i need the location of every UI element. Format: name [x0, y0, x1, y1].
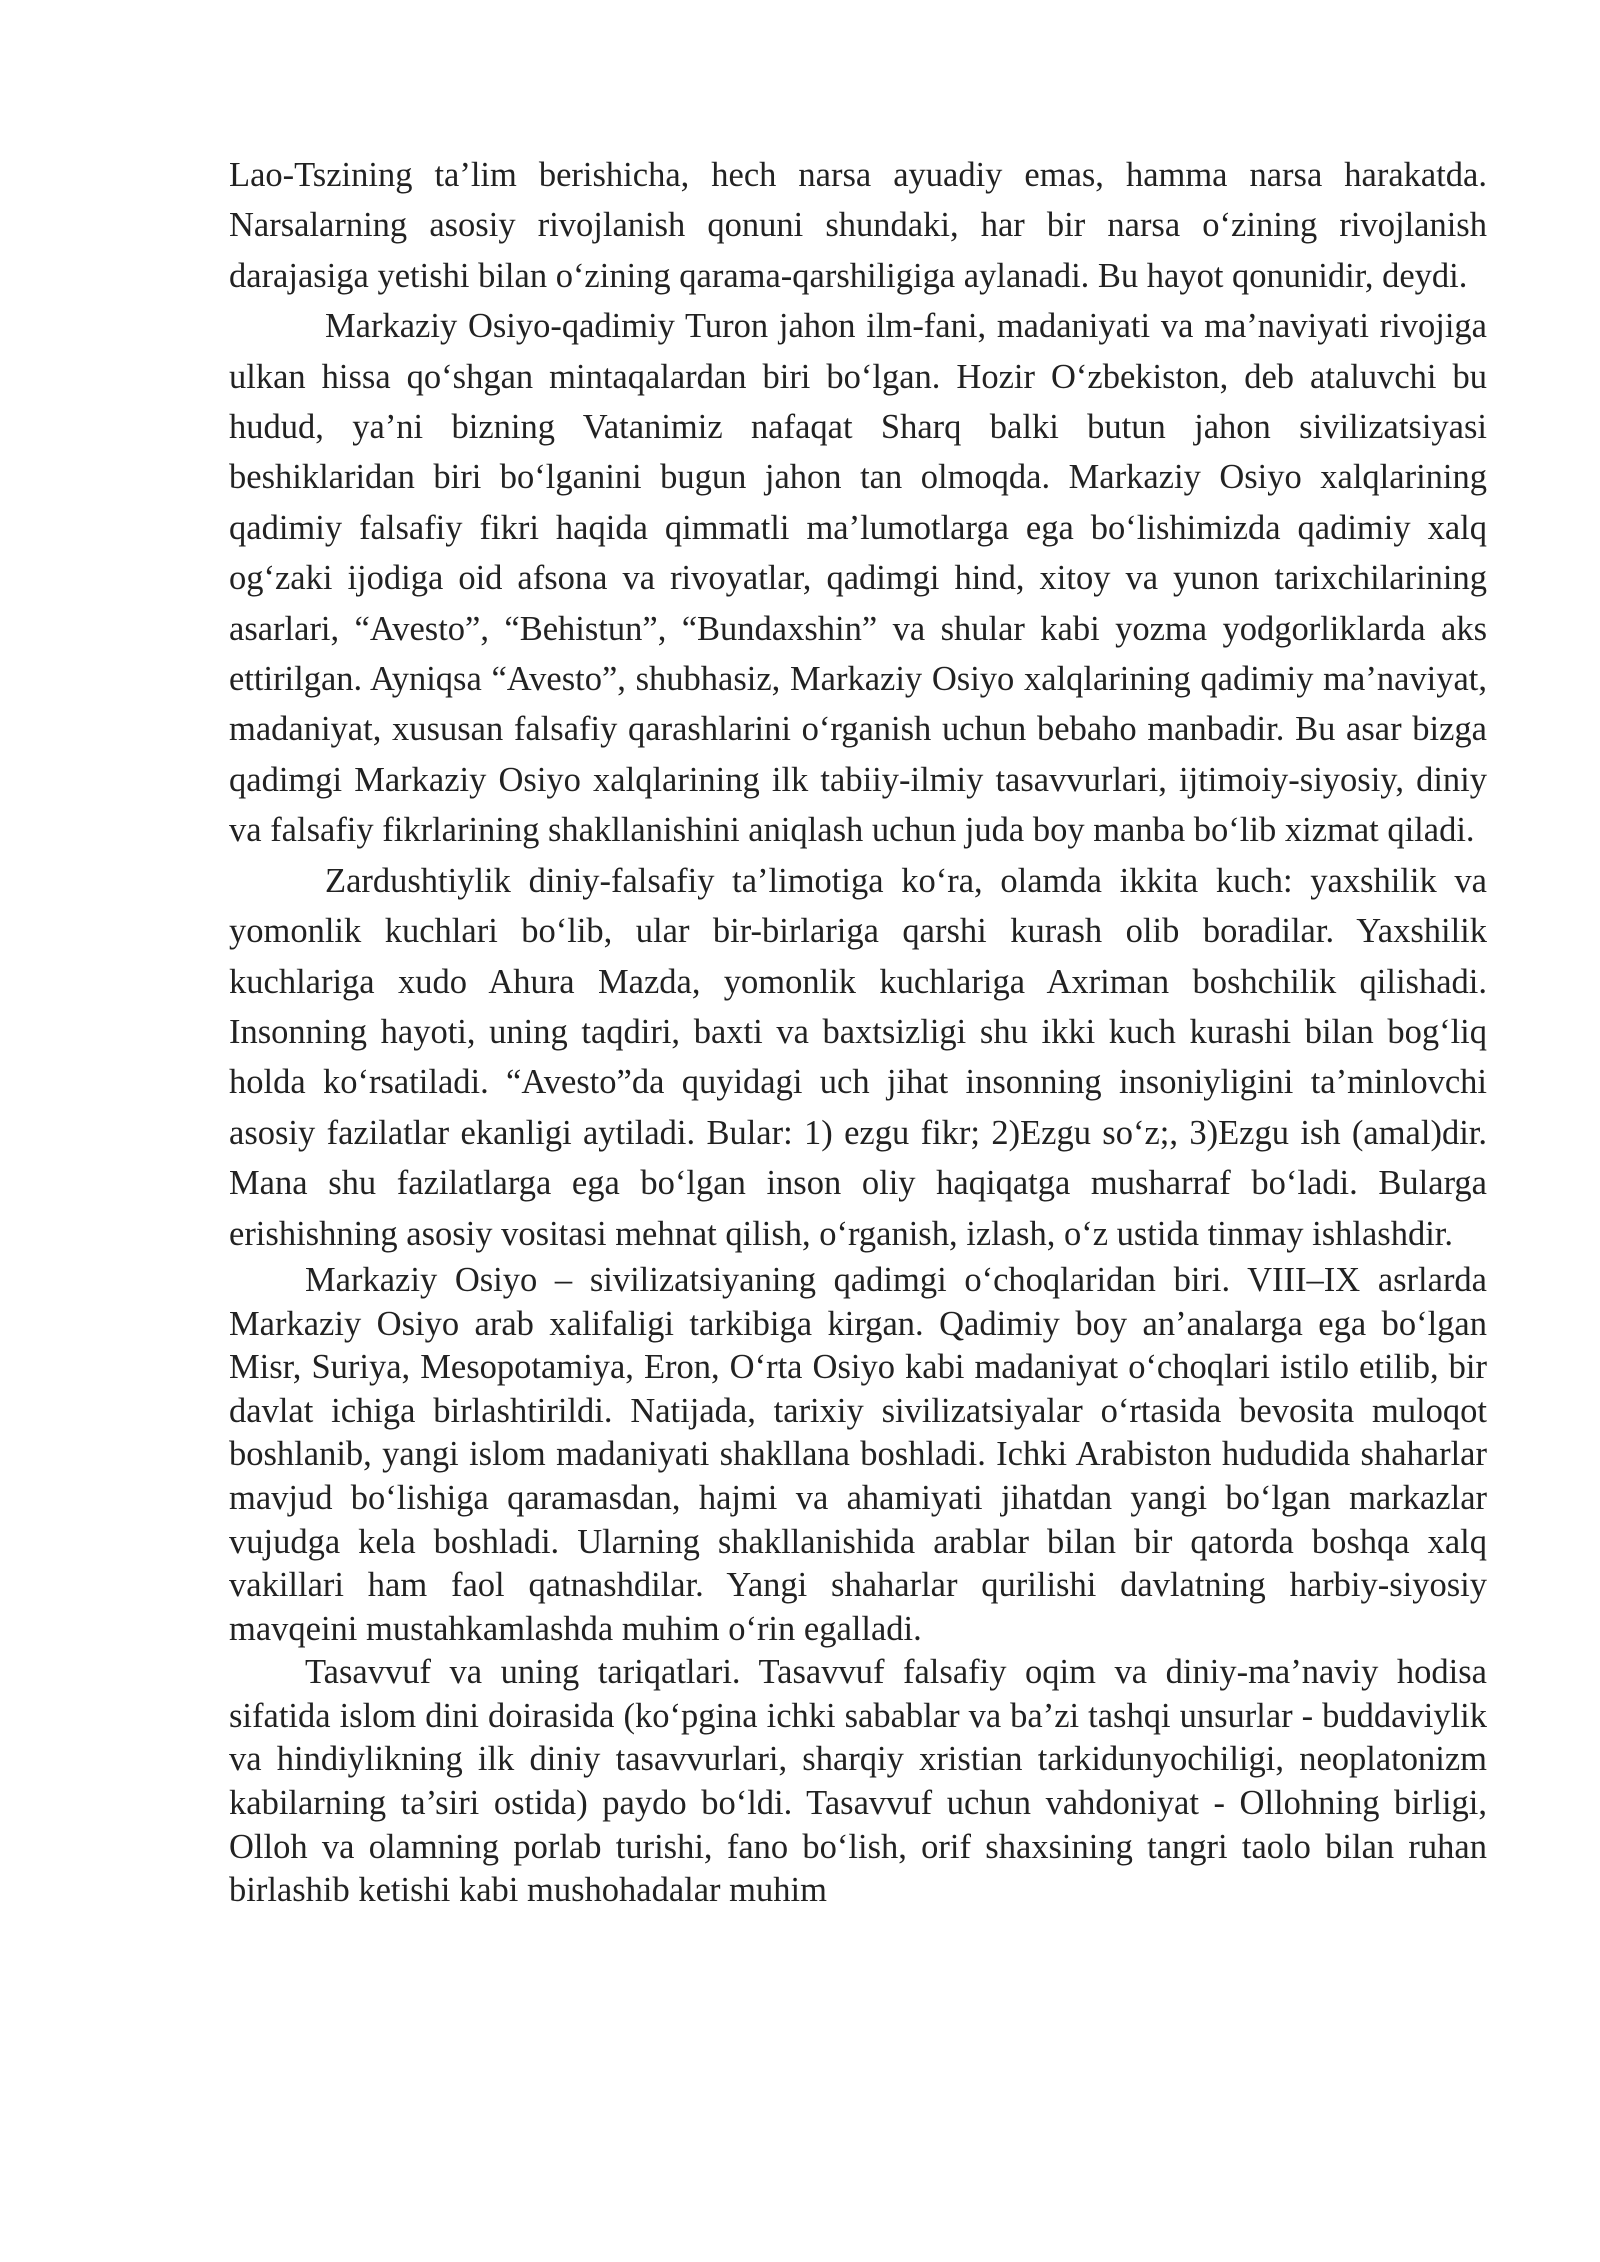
paragraph-sufism: Tasavvuf va uning tariqatlari. Tasavvuf falsafiy oqim va diniy-ma’naviy hodisa sifatida islom dini doirasida (ko‘pgina ichki sabablar va ba’zi tashqi unsurlar - buddaviylik va hindiylikning ilk diniy tasavvurlari, sharqiy xristian tarkidunyochiligi, neoplatonizm kabilarning ta’siri ostida) paydo bo‘ldi. Tasavvuf uchun vahdoniyat - Ollohning birligi, Olloh va olamning porlab turishi, fano bo‘lish, orif shaxsining tangri taolo bilan ruhan birlashib ketishi kabi mushohadalar muhim [229, 1653, 1487, 1910]
paragraph-zoroastrianism: Zardushtiylik diniy-falsafiy ta’limotiga ko‘ra, olamda ikkita kuch: yaxshilik va yomonlik kuchlari bo‘lib, ular bir-birlariga qarshi kurash olib boradilar. Yaxshilik kuchlariga xudo Ahura Mazda, yomonlik kuchlariga Axriman boshchilik qilishadi. Insonning hayoti, uning taqdiri, baxti va baxtsizligi shu ikki kuch kurashi bilan bog‘liq holda ko‘rsatiladi. “Avesto”da quyidagi uch jihat insonning insoniyligini ta’minlovchi asosiy fazilatlar ekanligi aytiladi. Bular: 1) ezgu fikr; 2)Ezgu so‘z;, 3)Ezgu ish (amal)dir. Mana shu fazilatlarga ega bo‘lgan inson oliy haqiqatga musharraf bo‘ladi. Bularga erishishning asosiy vositasi mehnat qilish, o‘rganish, izlash, o‘z ustida tinmay ishlashdir. [229, 861, 1487, 1253]
paragraph-lao-tszu: Lao-Tszining ta’lim berishicha, hech narsa ayuadiy emas, hamma narsa harakatda. Narsalarning asosiy rivojlanish qonuni shundaki, har bir narsa o‘zining rivojlanish darajasiga yetishi bilan o‘zining qarama-qarshiligiga aylanadi. Bu hayot qonunidir, deydi. [229, 156, 1487, 295]
paragraph-arab-caliphate: Markaziy Osiyo – sivilizatsiyaning qadimgi o‘choqlaridan biri. VIII–IX asrlarda Markaziy Osiyo arab xalifaligi tarkibiga kirgan. Qadimiy boy an’analarga ega bo‘lgan Misr, Suriya, Mesopotamiya, Eron, O‘rta Osiyo kabi madaniyat o‘choqlari istilo etilib, bir davlat ichiga birlashtirildi. Natijada, tarixiy sivilizatsiyalar o‘rtasida bevosita muloqot boshlanib, yangi islom madaniyati shakllana boshladi. Ichki Arabiston hududida shaharlar mavjud bo‘lishiga qaramasdan, hajmi va ahamiyati jihatdan yangi bo‘lgan markazlar vujudga kela boshladi. Ularning shakllanishida arablar bilan bir qatorda boshqa xalq vakillari ham faol qatnashdilar. Yangi shaharlar qurilishi davlatning harbiy-siyosiy mavqeini mustahkamlashda muhim o‘rin egalladi. [229, 1260, 1487, 1648]
paragraph-central-asia-turon: Markaziy Osiyo-qadimiy Turon jahon ilm-fani, madaniyati va ma’naviyati rivojiga ulkan hissa qo‘shgan mintaqalardan biri bo‘lgan. Hozir O‘zbekiston, deb ataluvchi bu hudud, ya’ni bizning Vatanimiz nafaqat Sharq balki butun jahon sivilizatsiyasi beshiklaridan biri bo‘lganini bugun jahon tan olmoqda. Markaziy Osiyo xalqlarining qadimiy falsafiy fikri haqida qimmatli ma’lumotlarga ega bo‘lishimizda qadimiy xalq og‘zaki ijodiga oid afsona va rivoyatlar, qadimgi hind, xitoy va yunon tarixchilarining asarlari, “Avesto”, “Behistun”, “Bundaxshin” va shular kabi yozma yodgorliklarda aks ettirilgan. Ayniqsa “Avesto”, shubhasiz, Markaziy Osiyo xalqlarining qadimiy ma’naviyat, madaniyat, xususan falsafiy qarashlarini o‘rganish uchun bebaho manbadir. Bu asar bizga qadimgi Markaziy Osiyo xalqlarining ilk tabiiy-ilmiy tasavvurlari, ijtimoiy-siyosiy, diniy va falsafiy fikrlarining shakllanishini aniqlash uchun juda boy manba bo‘lib xizmat qiladi. [229, 307, 1487, 850]
document-page [229, 150, 1487, 1913]
